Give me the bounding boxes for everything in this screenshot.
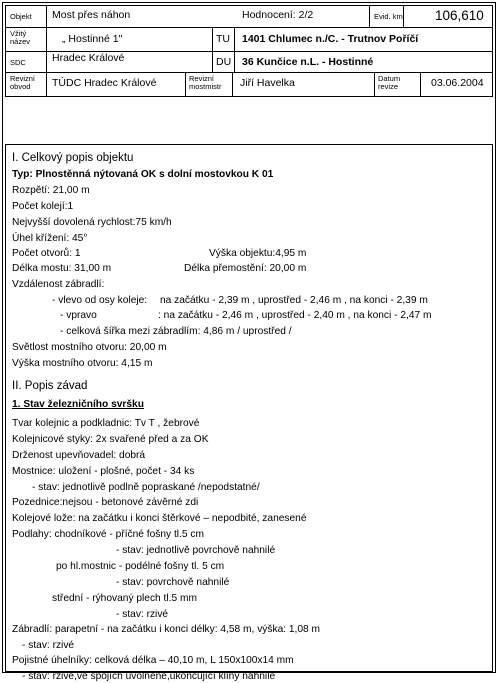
- defect-line: - stav: jednotlivě povrchově nahnilé: [116, 545, 276, 556]
- defect-line: Tvar kolejnic a podkladnic: Tv T , žebrové: [12, 418, 200, 429]
- tu-label: TU: [216, 33, 230, 45]
- rychlost: Nejvyšší dovolená rychlost:75 km/h: [12, 217, 172, 228]
- defect-line: Podlahy: chodníkové - příčné fošny tl.5 cm: [12, 529, 204, 540]
- celkova-sirka: - celková šířka mezi zábradlím: 4,86 m / uprostřed /: [60, 326, 292, 337]
- revizni-mostmistr-label-2: mostmistr: [189, 82, 222, 91]
- du-value: 36 Kunčice n.L. - Hostinné: [242, 56, 374, 68]
- section2-title: II. Popis závad: [12, 380, 88, 392]
- vlevo-values: na začátku - 2,39 m , uprostřed - 2,46 m , na konci - 2,39 m: [160, 295, 428, 306]
- vyska-objektu: Výška objektu:4,95 m: [209, 248, 307, 259]
- defect-line: - stav: povrchově nahnilé: [116, 577, 230, 588]
- du-label: DU: [216, 56, 232, 68]
- defect-line: Zábradlí: parapetní - na začátku i konci délky: 4,58 m, výška: 1,08 m: [12, 624, 321, 635]
- tu-value: 1401 Chlumec n./C. - Trutnov Poříčí: [242, 33, 419, 45]
- typ: Typ: Plnostěnná nýtovaná OK s dolní mostovkou K 01: [12, 169, 274, 180]
- datum-revize-label-2: revize: [378, 82, 399, 91]
- defect-line: - stav: rzivé: [22, 640, 75, 651]
- objekt-value: Most přes náhon: [52, 9, 131, 21]
- defect-line: střední - rýhovaný plech tl.5 mm: [52, 593, 197, 604]
- evid-value: 106,610: [435, 8, 484, 23]
- hodnoceni: Hodnocení: 2/2: [242, 9, 314, 21]
- datum-revize-value: 03.06.2004: [431, 77, 484, 89]
- vlevo-label: - vlevo od osy koleje:: [52, 295, 148, 306]
- sdc-value: Hradec Králové: [52, 52, 125, 64]
- revizni-mostmistr-label-1: Revizní: [189, 74, 215, 83]
- uhel-krizeni: Úhel křížení: 45°: [12, 233, 88, 244]
- defect-line: - stav: rzivé: [116, 609, 169, 620]
- section2-subtitle: 1. Stav železničního svršku: [12, 399, 144, 410]
- svetlost: Světlost mostního otvoru: 20,00 m: [12, 342, 167, 353]
- defect-line: Pojistné úhelníky: celková délka – 40,10 m, L 150x100x14 mm: [12, 655, 294, 666]
- vyska-otvoru: Výška mostního otvoru: 4,15 m: [12, 358, 153, 369]
- revizni-obvod-label-2: obvod: [10, 82, 31, 91]
- pocet-otvoru: Počet otvorů: 1: [12, 248, 81, 259]
- revizni-obvod-value: TÚDC Hradec Králové: [52, 77, 157, 89]
- datum-revize-label-1: Datum: [378, 74, 401, 83]
- defect-line: - stav: rzivé,ve spojích uvolněné,ukončující klíny nahnilé: [22, 671, 276, 682]
- objekt-label: Objekt: [10, 12, 32, 21]
- vzity-label-2: název: [10, 37, 31, 46]
- revizni-mostmistr-value: Jiří Havelka: [240, 77, 295, 89]
- defect-line: Pozednice:nejsou - betonové závěrné zdi: [12, 497, 199, 508]
- vpravo-values: : na začátku - 2,46 m , uprostřed - 2,40 m , na konci - 2,47 m: [158, 310, 432, 321]
- vzity-value: „ Hostinné 1": [62, 33, 123, 45]
- delka-mostu: Délka mostu: 31,00 m: [12, 263, 112, 274]
- report-body: [5, 144, 493, 682]
- defect-line: po hl.mostnic - podélné fošny tl. 5 cm: [56, 561, 225, 572]
- sdc-label: SDC: [10, 58, 26, 67]
- delka-premosteni: Délka přemostění: 20,00 m: [184, 263, 307, 274]
- defect-line: Mostnice: uložení - plošné, počet - 34 ks: [12, 466, 195, 477]
- defect-line: - stav: jednotlivě podlně popraskané /nepodstatné/: [32, 482, 260, 493]
- section1-title: I. Celkový popis objektu: [12, 152, 134, 164]
- rozpeti: Rozpětí: 21,00 m: [12, 185, 90, 196]
- vzdalenost-zabradli: Vzdálenost zábradlí:: [12, 279, 105, 290]
- revizni-obvod-label-1: Revizní: [10, 74, 36, 83]
- header-table: [5, 5, 493, 97]
- defect-line: Kolejové lože: na začátku i konci štěrkové – nepodbité, zanesené: [12, 513, 307, 524]
- evid-label: Evid. km: [374, 12, 403, 21]
- pocet-koleji: Počet kolejí:1: [12, 201, 74, 212]
- defect-line: Drženost upevňovadel: dobrá: [12, 450, 146, 461]
- vpravo-label: - vpravo: [60, 310, 97, 321]
- vzity-label-1: Vžitý: [10, 29, 27, 38]
- defect-line: Kolejnicové styky: 2x svařené před a za OK: [12, 434, 209, 445]
